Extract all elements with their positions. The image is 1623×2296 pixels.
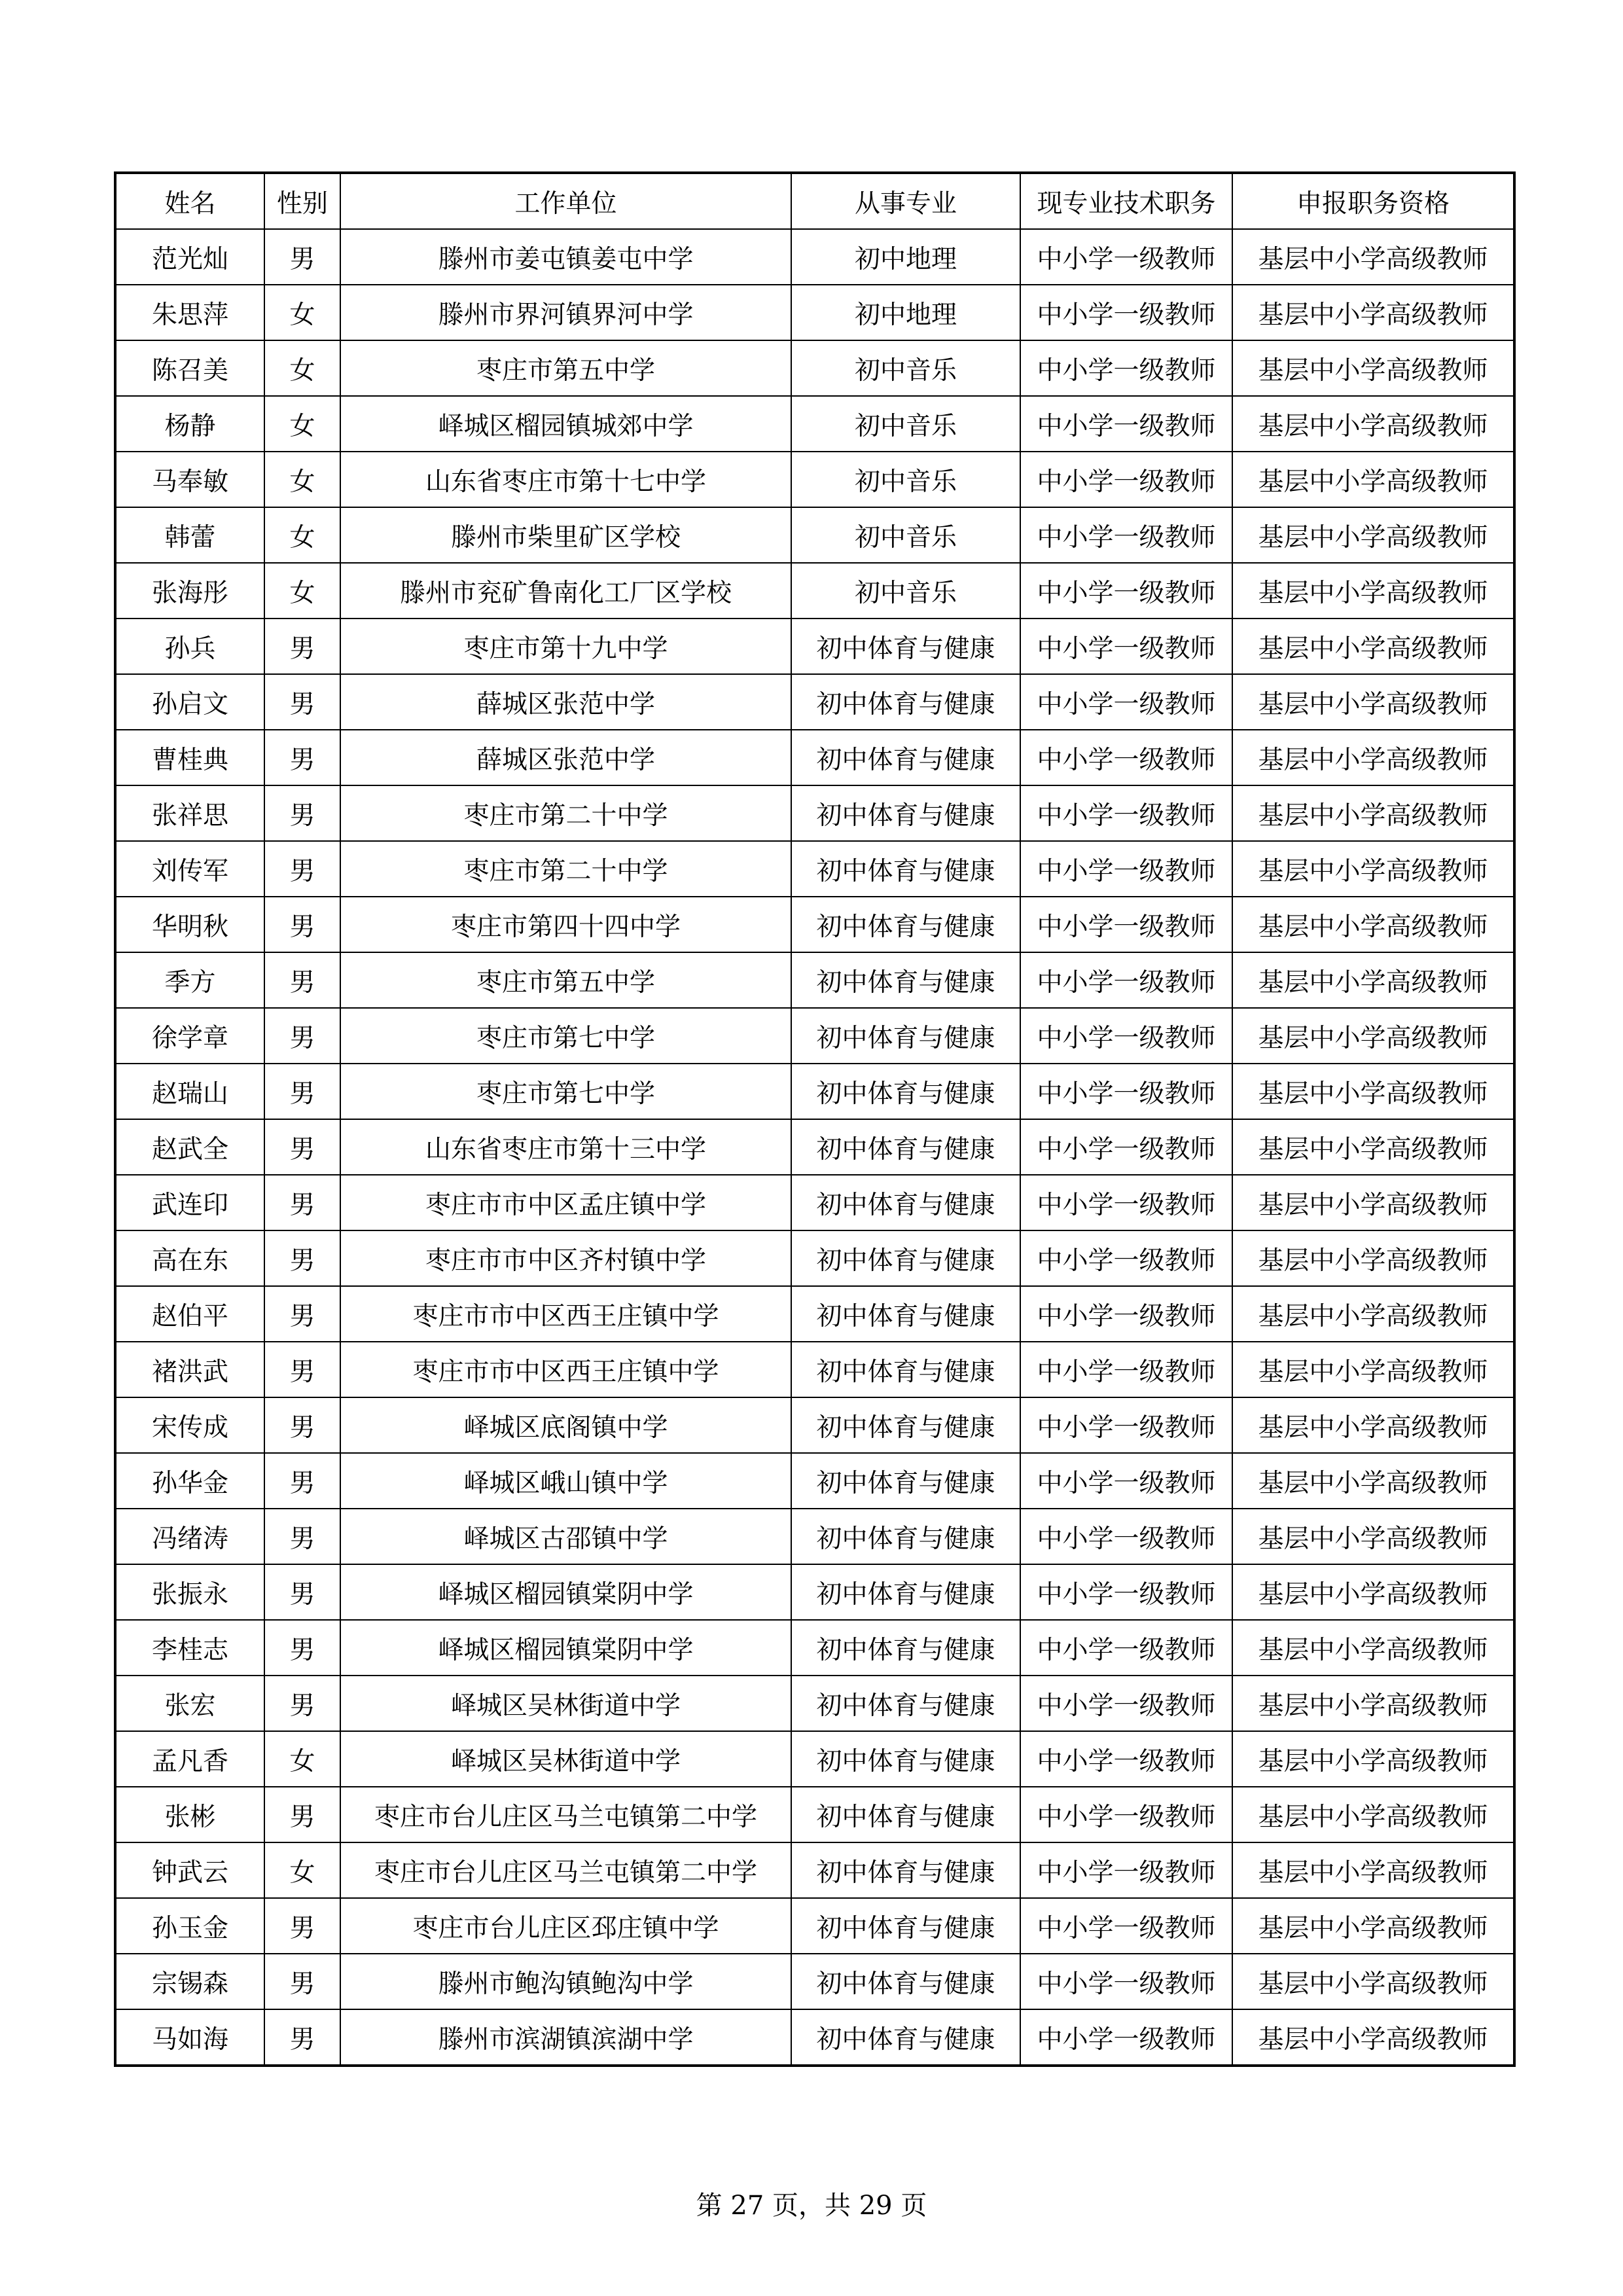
cell-gender: 男 (264, 785, 340, 841)
cell-name: 陈召美 (115, 340, 264, 396)
cell-specialty: 初中音乐 (791, 340, 1020, 396)
cell-gender: 男 (264, 1954, 340, 2009)
cell-gender: 男 (264, 1397, 340, 1453)
cell-specialty: 初中体育与健康 (791, 841, 1020, 897)
column-header-gender: 性别 (264, 173, 340, 229)
cell-gender: 男 (264, 952, 340, 1008)
column-header-current-title: 现专业技术职务 (1020, 173, 1232, 229)
table-row (115, 1731, 1514, 1787)
cell-workplace: 枣庄市市中区西王庄镇中学 (340, 1342, 791, 1397)
cell-current-title: 中小学一级教师 (1020, 1342, 1232, 1397)
table-header-row (115, 173, 1514, 229)
table-row (115, 1175, 1514, 1230)
cell-name: 曹桂典 (115, 730, 264, 785)
cell-workplace: 枣庄市第五中学 (340, 952, 791, 1008)
cell-workplace: 峄城区峨山镇中学 (340, 1453, 791, 1509)
cell-gender: 女 (264, 563, 340, 619)
table-row (115, 2009, 1514, 2066)
cell-current-title: 中小学一级教师 (1020, 396, 1232, 452)
cell-current-title: 中小学一级教师 (1020, 285, 1232, 340)
cell-workplace: 薛城区张范中学 (340, 674, 791, 730)
cell-applied-qualification: 基层中小学高级教师 (1232, 1842, 1514, 1898)
cell-applied-qualification: 基层中小学高级教师 (1232, 1509, 1514, 1564)
cell-gender: 女 (264, 1731, 340, 1787)
cell-workplace: 峄城区古邵镇中学 (340, 1509, 791, 1564)
cell-applied-qualification: 基层中小学高级教师 (1232, 1676, 1514, 1731)
cell-current-title: 中小学一级教师 (1020, 563, 1232, 619)
cell-name: 韩蕾 (115, 507, 264, 563)
cell-name: 张祥思 (115, 785, 264, 841)
cell-specialty: 初中体育与健康 (791, 1842, 1020, 1898)
cell-applied-qualification: 基层中小学高级教师 (1232, 1008, 1514, 1064)
table-row (115, 1342, 1514, 1397)
cell-gender: 男 (264, 229, 340, 285)
table-row (115, 674, 1514, 730)
cell-specialty: 初中地理 (791, 285, 1020, 340)
cell-current-title: 中小学一级教师 (1020, 1453, 1232, 1509)
cell-workplace: 峄城区榴园镇棠阴中学 (340, 1620, 791, 1676)
cell-applied-qualification: 基层中小学高级教师 (1232, 1898, 1514, 1954)
cell-gender: 男 (264, 730, 340, 785)
cell-gender: 男 (264, 1453, 340, 1509)
cell-applied-qualification: 基层中小学高级教师 (1232, 1230, 1514, 1286)
cell-gender: 女 (264, 396, 340, 452)
cell-specialty: 初中体育与健康 (791, 952, 1020, 1008)
cell-applied-qualification: 基层中小学高级教师 (1232, 1286, 1514, 1342)
cell-workplace: 枣庄市台儿庄区邳庄镇中学 (340, 1898, 791, 1954)
cell-current-title: 中小学一级教师 (1020, 507, 1232, 563)
cell-name: 冯绪涛 (115, 1509, 264, 1564)
cell-name: 孙玉金 (115, 1898, 264, 1954)
cell-current-title: 中小学一级教师 (1020, 897, 1232, 952)
cell-applied-qualification: 基层中小学高级教师 (1232, 1342, 1514, 1397)
cell-specialty: 初中体育与健康 (791, 1731, 1020, 1787)
cell-gender: 男 (264, 1509, 340, 1564)
table-row (115, 1842, 1514, 1898)
table-row (115, 897, 1514, 952)
cell-applied-qualification: 基层中小学高级教师 (1232, 619, 1514, 674)
cell-current-title: 中小学一级教师 (1020, 1842, 1232, 1898)
column-header-specialty: 从事专业 (791, 173, 1020, 229)
cell-current-title: 中小学一级教师 (1020, 1954, 1232, 2009)
cell-specialty: 初中体育与健康 (791, 1175, 1020, 1230)
cell-name: 马如海 (115, 2009, 264, 2066)
cell-name: 宋传成 (115, 1397, 264, 1453)
cell-workplace: 峄城区底阁镇中学 (340, 1397, 791, 1453)
cell-current-title: 中小学一级教师 (1020, 1731, 1232, 1787)
cell-workplace: 枣庄市台儿庄区马兰屯镇第二中学 (340, 1787, 791, 1842)
cell-current-title: 中小学一级教师 (1020, 1064, 1232, 1119)
cell-name: 赵瑞山 (115, 1064, 264, 1119)
cell-current-title: 中小学一级教师 (1020, 1175, 1232, 1230)
cell-workplace: 枣庄市台儿庄区马兰屯镇第二中学 (340, 1842, 791, 1898)
table-row (115, 1954, 1514, 2009)
cell-gender: 男 (264, 841, 340, 897)
table-row (115, 730, 1514, 785)
cell-applied-qualification: 基层中小学高级教师 (1232, 785, 1514, 841)
cell-specialty: 初中体育与健康 (791, 1064, 1020, 1119)
cell-specialty: 初中音乐 (791, 396, 1020, 452)
table-row (115, 1008, 1514, 1064)
cell-specialty: 初中体育与健康 (791, 1620, 1020, 1676)
cell-gender: 女 (264, 507, 340, 563)
cell-current-title: 中小学一级教师 (1020, 340, 1232, 396)
cell-name: 季方 (115, 952, 264, 1008)
cell-current-title: 中小学一级教师 (1020, 1509, 1232, 1564)
cell-name: 高在东 (115, 1230, 264, 1286)
cell-gender: 男 (264, 619, 340, 674)
cell-specialty: 初中音乐 (791, 563, 1020, 619)
cell-applied-qualification: 基层中小学高级教师 (1232, 1064, 1514, 1119)
cell-current-title: 中小学一级教师 (1020, 1119, 1232, 1175)
cell-applied-qualification: 基层中小学高级教师 (1232, 1731, 1514, 1787)
cell-specialty: 初中体育与健康 (791, 1119, 1020, 1175)
cell-gender: 男 (264, 897, 340, 952)
cell-current-title: 中小学一级教师 (1020, 1230, 1232, 1286)
table-row (115, 340, 1514, 396)
cell-specialty: 初中音乐 (791, 507, 1020, 563)
cell-applied-qualification: 基层中小学高级教师 (1232, 1620, 1514, 1676)
cell-gender: 女 (264, 340, 340, 396)
cell-name: 赵武全 (115, 1119, 264, 1175)
cell-applied-qualification: 基层中小学高级教师 (1232, 674, 1514, 730)
table-row (115, 1119, 1514, 1175)
cell-workplace: 枣庄市第七中学 (340, 1064, 791, 1119)
cell-name: 华明秋 (115, 897, 264, 952)
cell-gender: 男 (264, 2009, 340, 2066)
cell-name: 钟武云 (115, 1842, 264, 1898)
cell-applied-qualification: 基层中小学高级教师 (1232, 1564, 1514, 1620)
cell-gender: 男 (264, 1230, 340, 1286)
cell-gender: 男 (264, 1119, 340, 1175)
table-row (115, 1564, 1514, 1620)
cell-applied-qualification: 基层中小学高级教师 (1232, 563, 1514, 619)
cell-specialty: 初中体育与健康 (791, 674, 1020, 730)
cell-name: 张海彤 (115, 563, 264, 619)
cell-workplace: 滕州市滨湖镇滨湖中学 (340, 2009, 791, 2066)
cell-current-title: 中小学一级教师 (1020, 730, 1232, 785)
table-row (115, 619, 1514, 674)
cell-specialty: 初中地理 (791, 229, 1020, 285)
cell-specialty: 初中体育与健康 (791, 1787, 1020, 1842)
cell-specialty: 初中体育与健康 (791, 1453, 1020, 1509)
table-row (115, 1509, 1514, 1564)
cell-current-title: 中小学一级教师 (1020, 1286, 1232, 1342)
table-row (115, 563, 1514, 619)
cell-workplace: 枣庄市第七中学 (340, 1008, 791, 1064)
cell-gender: 男 (264, 1342, 340, 1397)
cell-applied-qualification: 基层中小学高级教师 (1232, 1787, 1514, 1842)
cell-specialty: 初中体育与健康 (791, 1286, 1020, 1342)
cell-name: 张宏 (115, 1676, 264, 1731)
column-header-applied-qualification: 申报职务资格 (1232, 173, 1514, 229)
cell-workplace: 峄城区吴林街道中学 (340, 1676, 791, 1731)
cell-name: 孟凡香 (115, 1731, 264, 1787)
cell-specialty: 初中体育与健康 (791, 1676, 1020, 1731)
cell-gender: 女 (264, 1842, 340, 1898)
cell-name: 宗锡森 (115, 1954, 264, 2009)
cell-current-title: 中小学一级教师 (1020, 619, 1232, 674)
cell-applied-qualification: 基层中小学高级教师 (1232, 897, 1514, 952)
cell-applied-qualification: 基层中小学高级教师 (1232, 396, 1514, 452)
cell-gender: 女 (264, 285, 340, 340)
cell-name: 褚洪武 (115, 1342, 264, 1397)
column-header-workplace: 工作单位 (340, 173, 791, 229)
table-body (115, 229, 1514, 2066)
cell-specialty: 初中体育与健康 (791, 1898, 1020, 1954)
cell-gender: 男 (264, 1898, 340, 1954)
cell-specialty: 初中体育与健康 (791, 1954, 1020, 2009)
cell-applied-qualification: 基层中小学高级教师 (1232, 952, 1514, 1008)
table-row (115, 1787, 1514, 1842)
cell-workplace: 峄城区榴园镇棠阴中学 (340, 1564, 791, 1620)
cell-specialty: 初中音乐 (791, 452, 1020, 507)
cell-gender: 男 (264, 1175, 340, 1230)
cell-applied-qualification: 基层中小学高级教师 (1232, 229, 1514, 285)
table-row (115, 1676, 1514, 1731)
cell-specialty: 初中体育与健康 (791, 785, 1020, 841)
cell-applied-qualification: 基层中小学高级教师 (1232, 2009, 1514, 2066)
column-header-name: 姓名 (115, 173, 264, 229)
cell-name: 张彬 (115, 1787, 264, 1842)
cell-applied-qualification: 基层中小学高级教师 (1232, 340, 1514, 396)
cell-workplace: 山东省枣庄市第十三中学 (340, 1119, 791, 1175)
cell-specialty: 初中体育与健康 (791, 1397, 1020, 1453)
cell-name: 孙启文 (115, 674, 264, 730)
cell-gender: 男 (264, 1620, 340, 1676)
table-row (115, 285, 1514, 340)
cell-name: 杨静 (115, 396, 264, 452)
cell-name: 武连印 (115, 1175, 264, 1230)
table-row (115, 785, 1514, 841)
cell-current-title: 中小学一级教师 (1020, 674, 1232, 730)
cell-specialty: 初中体育与健康 (791, 2009, 1020, 2066)
table-row (115, 1286, 1514, 1342)
cell-specialty: 初中体育与健康 (791, 730, 1020, 785)
cell-specialty: 初中体育与健康 (791, 1230, 1020, 1286)
cell-current-title: 中小学一级教师 (1020, 841, 1232, 897)
cell-workplace: 滕州市姜屯镇姜屯中学 (340, 229, 791, 285)
cell-gender: 女 (264, 452, 340, 507)
cell-current-title: 中小学一级教师 (1020, 1898, 1232, 1954)
cell-specialty: 初中体育与健康 (791, 619, 1020, 674)
cell-applied-qualification: 基层中小学高级教师 (1232, 1954, 1514, 2009)
cell-gender: 男 (264, 1676, 340, 1731)
cell-applied-qualification: 基层中小学高级教师 (1232, 841, 1514, 897)
cell-workplace: 枣庄市第二十中学 (340, 841, 791, 897)
cell-workplace: 峄城区吴林街道中学 (340, 1731, 791, 1787)
cell-workplace: 滕州市界河镇界河中学 (340, 285, 791, 340)
cell-workplace: 滕州市兖矿鲁南化工厂区学校 (340, 563, 791, 619)
page-number-footer: 第 27 页，共 29 页 (696, 2191, 927, 2221)
cell-name: 范光灿 (115, 229, 264, 285)
cell-current-title: 中小学一级教师 (1020, 1564, 1232, 1620)
cell-gender: 男 (264, 1008, 340, 1064)
cell-applied-qualification: 基层中小学高级教师 (1232, 1175, 1514, 1230)
table-row (115, 229, 1514, 285)
cell-gender: 男 (264, 674, 340, 730)
cell-name: 孙华金 (115, 1453, 264, 1509)
cell-workplace: 枣庄市第二十中学 (340, 785, 791, 841)
cell-workplace: 枣庄市市中区西王庄镇中学 (340, 1286, 791, 1342)
cell-applied-qualification: 基层中小学高级教师 (1232, 507, 1514, 563)
cell-current-title: 中小学一级教师 (1020, 1397, 1232, 1453)
cell-applied-qualification: 基层中小学高级教师 (1232, 1453, 1514, 1509)
table-row (115, 452, 1514, 507)
cell-name: 刘传军 (115, 841, 264, 897)
cell-name: 张振永 (115, 1564, 264, 1620)
cell-gender: 男 (264, 1564, 340, 1620)
table-row (115, 952, 1514, 1008)
cell-current-title: 中小学一级教师 (1020, 229, 1232, 285)
cell-current-title: 中小学一级教师 (1020, 452, 1232, 507)
cell-specialty: 初中体育与健康 (791, 897, 1020, 952)
cell-workplace: 山东省枣庄市第十七中学 (340, 452, 791, 507)
cell-workplace: 枣庄市市中区齐村镇中学 (340, 1230, 791, 1286)
cell-name: 赵伯平 (115, 1286, 264, 1342)
cell-name: 徐学章 (115, 1008, 264, 1064)
cell-current-title: 中小学一级教师 (1020, 1620, 1232, 1676)
cell-applied-qualification: 基层中小学高级教师 (1232, 452, 1514, 507)
table-row (115, 841, 1514, 897)
table-row (115, 1397, 1514, 1453)
table-row (115, 1230, 1514, 1286)
cell-applied-qualification: 基层中小学高级教师 (1232, 285, 1514, 340)
cell-specialty: 初中体育与健康 (791, 1008, 1020, 1064)
table-row (115, 1898, 1514, 1954)
cell-workplace: 枣庄市第四十四中学 (340, 897, 791, 952)
cell-applied-qualification: 基层中小学高级教师 (1232, 730, 1514, 785)
table-row (115, 396, 1514, 452)
table-row (115, 1453, 1514, 1509)
cell-name: 孙兵 (115, 619, 264, 674)
cell-workplace: 枣庄市第五中学 (340, 340, 791, 396)
cell-specialty: 初中体育与健康 (791, 1509, 1020, 1564)
cell-specialty: 初中体育与健康 (791, 1342, 1020, 1397)
cell-workplace: 滕州市鲍沟镇鲍沟中学 (340, 1954, 791, 2009)
cell-name: 朱思萍 (115, 285, 264, 340)
cell-applied-qualification: 基层中小学高级教师 (1232, 1119, 1514, 1175)
cell-current-title: 中小学一级教师 (1020, 785, 1232, 841)
cell-current-title: 中小学一级教师 (1020, 1008, 1232, 1064)
cell-gender: 男 (264, 1286, 340, 1342)
cell-workplace: 枣庄市第十九中学 (340, 619, 791, 674)
table-row (115, 507, 1514, 563)
cell-workplace: 峄城区榴园镇城郊中学 (340, 396, 791, 452)
table-row (115, 1620, 1514, 1676)
cell-current-title: 中小学一级教师 (1020, 952, 1232, 1008)
cell-workplace: 枣庄市市中区孟庄镇中学 (340, 1175, 791, 1230)
cell-gender: 男 (264, 1064, 340, 1119)
cell-name: 李桂志 (115, 1620, 264, 1676)
cell-workplace: 薛城区张范中学 (340, 730, 791, 785)
cell-gender: 男 (264, 1787, 340, 1842)
cell-current-title: 中小学一级教师 (1020, 1676, 1232, 1731)
cell-specialty: 初中体育与健康 (791, 1564, 1020, 1620)
table-row (115, 1064, 1514, 1119)
cell-workplace: 滕州市柴里矿区学校 (340, 507, 791, 563)
cell-name: 马奉敏 (115, 452, 264, 507)
cell-applied-qualification: 基层中小学高级教师 (1232, 1397, 1514, 1453)
cell-current-title: 中小学一级教师 (1020, 1787, 1232, 1842)
cell-current-title: 中小学一级教师 (1020, 2009, 1232, 2066)
staff-qualification-table (114, 171, 1516, 2067)
